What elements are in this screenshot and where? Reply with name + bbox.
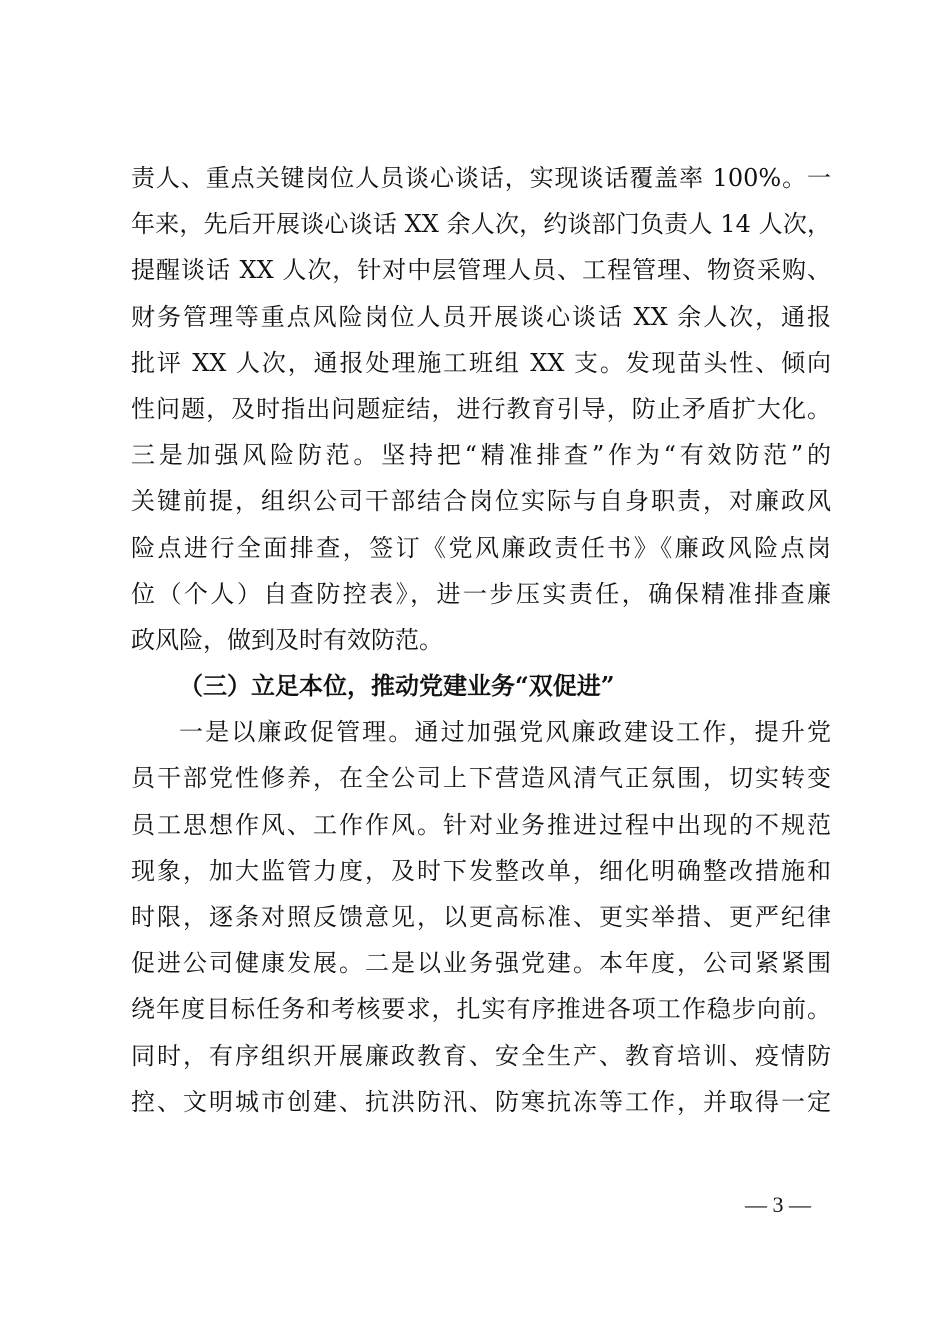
text-line: 提醒谈话 XX 人次，针对中层管理人员、工程管理、物资采购、 xyxy=(131,256,831,285)
text-line: 一是以廉政促管理。通过加强党风廉政建设工作，提升党 xyxy=(179,718,831,747)
text-line: 险点进行全面排查，签订《党风廉政责任书》《廉政风险点岗 xyxy=(131,533,831,562)
text-line: 促进公司健康发展。二是以业务强党建。本年度，公司紧紧围 xyxy=(131,949,831,978)
text-line: 三是加强风险防范。坚持把“精准排查”作为“有效防范”的 xyxy=(131,441,831,470)
text-line: 现象，加大监管力度，及时下发整改单，细化明确整改措施和 xyxy=(131,856,831,885)
text-line: 性问题，及时指出问题症结，进行教育引导，防止矛盾扩大化。 xyxy=(131,394,831,423)
text-line: 控、文明城市创建、抗洪防汛、防寒抗冻等工作，并取得一定 xyxy=(131,1087,831,1116)
text-line: 绕年度目标任务和考核要求，扎实有序推进各项工作稳步向前。 xyxy=(131,995,831,1024)
text-line: 关键前提，组织公司干部结合岗位实际与自身职责，对廉政风 xyxy=(131,487,831,516)
text-line: 位（个人）自查防控表》，进一步压实责任，确保精准排查廉 xyxy=(131,579,831,608)
text-line: 责人、重点关键岗位人员谈心谈话，实现谈话覆盖率 100%。一 xyxy=(131,164,831,192)
text-line: 员工思想作风、工作作风。针对业务推进过程中出现的不规范 xyxy=(131,810,831,839)
text-line: 财务管理等重点风险岗位人员开展谈心谈话 XX 余人次，通报 xyxy=(131,302,831,331)
text-line: 员干部党性修养，在全公司上下营造风清气正氛围，切实转变 xyxy=(131,764,831,793)
text-line: 同时，有序组织开展廉政教育、安全生产、教育培训、疫情防 xyxy=(131,1041,831,1070)
body-text xyxy=(131,155,831,1125)
text-line: 时限，逐条对照反馈意见，以更高标准、更实举措、更严纪律 xyxy=(131,903,831,931)
text-line: 政风险，做到及时有效防范。 xyxy=(131,625,443,654)
text-line: 批评 XX 人次，通报处理施工班组 XX 支。发现苗头性、倾向 xyxy=(131,348,831,377)
section-heading: （三）立足本位，推动党建业务“双促进” xyxy=(179,671,615,701)
page-number: — 3 — xyxy=(745,1192,811,1217)
text-line: 年来，先后开展谈心谈话 XX 余人次，约谈部门负责人 14 人次， xyxy=(131,210,831,239)
